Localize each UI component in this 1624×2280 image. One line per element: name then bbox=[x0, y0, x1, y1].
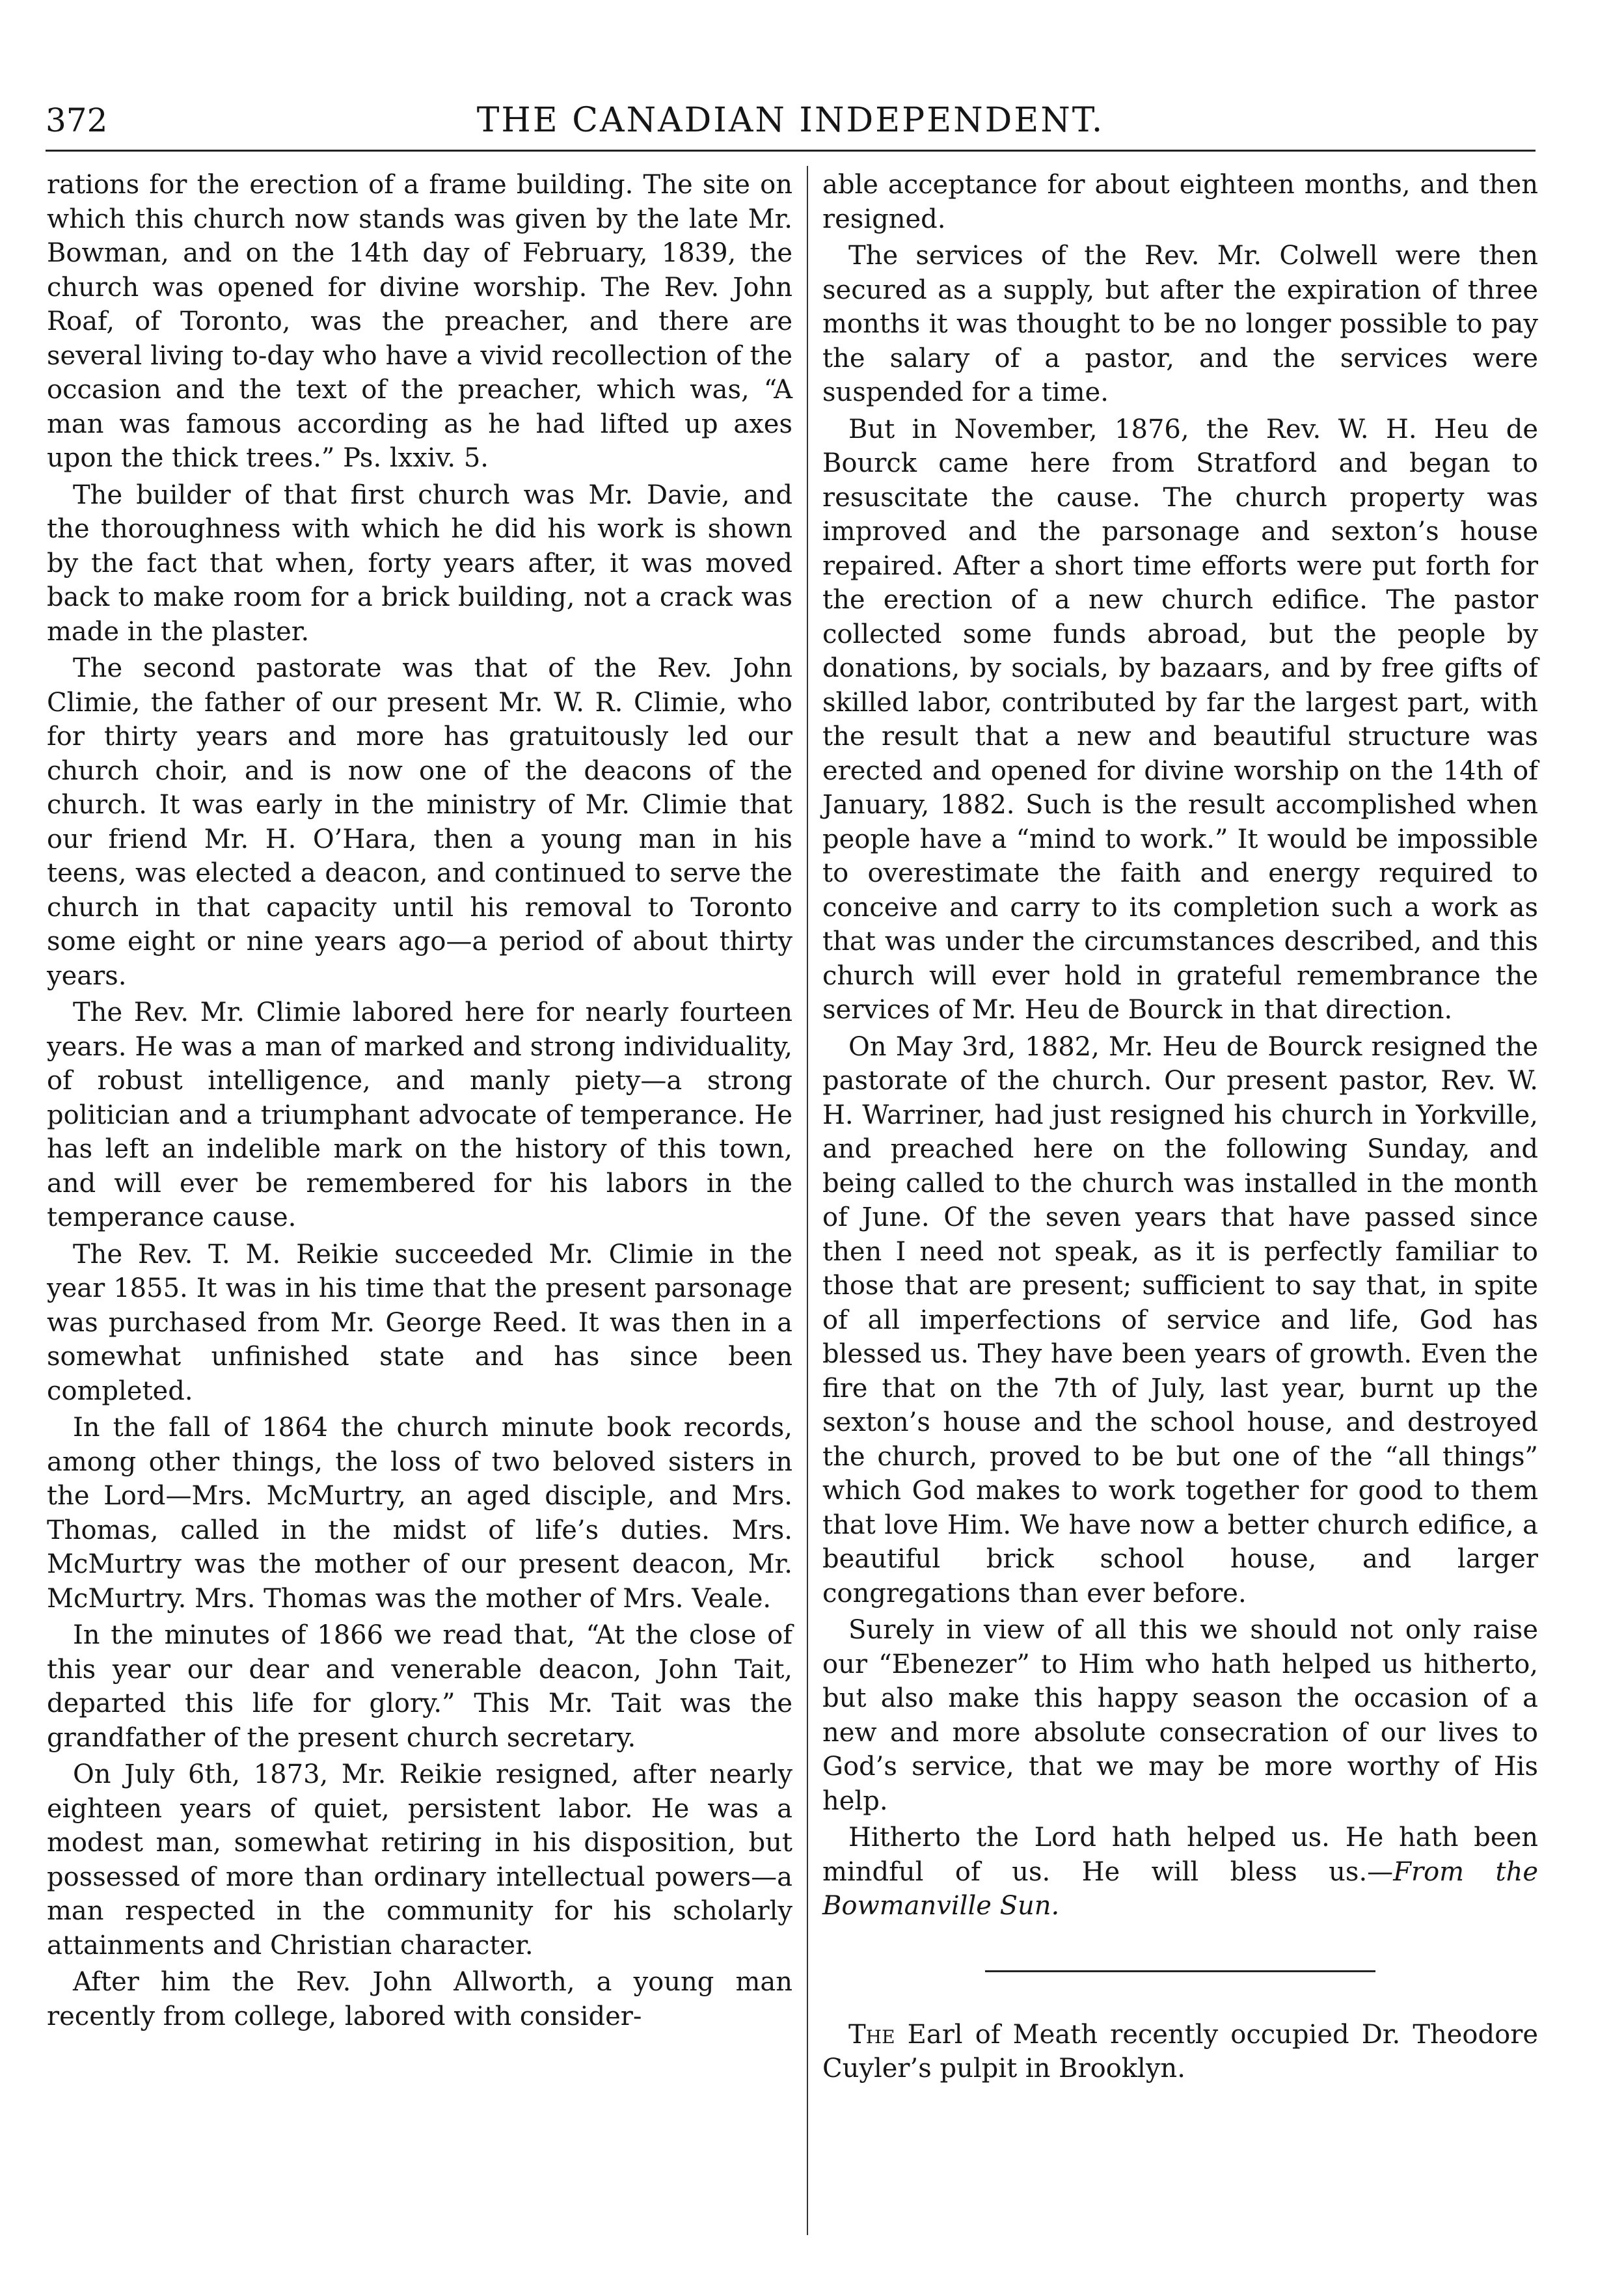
note-lead: The bbox=[848, 2019, 895, 2050]
right-column bbox=[822, 168, 1538, 2089]
page-number: 372 bbox=[46, 102, 108, 139]
paragraph: The builder of that first church was Mr. Davie, and the thoroughness with which he did his work is shown by the fact that when, forty years after, it was moved back to make room for a brick building, not a crack was made in the plaster. bbox=[47, 480, 792, 647]
source-credit: From the Bowmanville Sun. bbox=[822, 1856, 1539, 1921]
paragraph: In the minutes of 1866 we read that, “At the close of this year our dear and venerable deacon, John Tait, departed this life for glory.” This Mr. Tait was the grandfather of the present church secretary. bbox=[47, 1620, 792, 1753]
news-note bbox=[822, 2018, 1538, 2086]
paragraph: The second pastorate was that of the Rev. John Climie, the father of our present Mr. W. R. Climie, who for thirty years and more has gratuitously led our church choir, and is now one of the deacons of the church. It was early in the ministry of Mr. Climie that our friend Mr. H. O’Hara, then a young man in his teens, was elected a deacon, and continued to serve the church in that capacity until his removal to Toronto some eight or nine years ago—a period of about thirty years. bbox=[47, 653, 792, 991]
paragraph: On July 6th, 1873, Mr. Reikie resigned, after nearly eighteen years of quiet, persistent labor. He was a modest man, somewhat retiring in his disposition, but possessed of more than ordinary intellectual powers—a man respected in the community for his scholarly attainments and Christian character. bbox=[47, 1759, 792, 1961]
paragraph: In the fall of 1864 the church minute book records, among other things, the loss of two beloved sisters in the Lord—Mrs. McMurtry, an aged disciple, and Mrs. Thomas, called in the midst of life’s duties. Mrs. McMurtry was the mother of our present deacon, Mr. McMurtry. Mrs. Thomas was the mother of Mrs. Veale. bbox=[47, 1413, 792, 1614]
paragraph: Surely in view of all this we should not only raise our “Ebenezer” to Him who hath helped us hitherto, but also make this happy season the occasion of a new and more absolute consecration of our lives to God’s service, that we may be more worthy of His help. bbox=[822, 1615, 1538, 1816]
note-text: Earl of Meath recently occupied Dr. Theodore Cuyler’s pulpit in Brooklyn. bbox=[822, 2019, 1538, 2083]
paragraph: The Rev. Mr. Climie labored here for nearly fourteen years. He was a man of marked and strong individuality, of robust intelligence, and manly piety—a strong politician and a triumphant advocate of temperance. He has left an indelible mark on the history of this town, and will ever be remembered for his labors in the temperance cause. bbox=[47, 998, 792, 1232]
running-head: THE CANADIAN INDEPENDENT. bbox=[476, 101, 1105, 140]
header-rule bbox=[46, 150, 1536, 152]
paragraph: After him the Rev. John Allworth, a young man recently from college, labored with consider- bbox=[47, 1967, 792, 2031]
paragraph: able acceptance for about eighteen months, and then resigned. bbox=[822, 170, 1538, 234]
paragraph: rations for the erection of a frame building. The site on which this church now stands was given by the late Mr. Bowman, and on the 14th day of February, 1839, the church was opened for divine worship. The Rev. John Roaf, of Toronto, was the preacher, and there are several living to-day who have a vivid recollection of the occasion and the text of the preacher, which was, “A man was famous according as he had lifted up axes upon the thick trees.” Ps. lxxiv. 5. bbox=[47, 170, 792, 473]
left-column bbox=[47, 168, 792, 2036]
paragraph: But in November, 1876, the Rev. W. H. Heu de Bourck came here from Stratford and began to resuscitate the cause. The church property was improved and the parsonage and sexton’s house repaired. After a short time efforts were put forth for the erection of a new church edifice. The pastor collected some funds abroad, but the people by donations, by socials, by bazaars, and by free gifts of skilled labor, contributed by far the largest part, with the result that a new and beautiful structure was erected and opened for divine worship on the 14th of January, 1882. Such is the result accomplished when people have a “mind to work.” It would be impossible to overestimate the faith and energy required to conceive and carry to its completion such a work as that was under the circumstances described, and this church will ever hold in grateful remembrance the services of Mr. Heu de Bourck in that direction. bbox=[822, 414, 1538, 1025]
column-divider bbox=[807, 166, 808, 2235]
paragraph: The services of the Rev. Mr. Colwell were then secured as a supply, but after the expiration of three months it was thought to be no longer possible to pay the salary of a pastor, and the services were suspended for a time. bbox=[822, 241, 1538, 407]
closing-text: Hitherto the Lord hath helped us. He hath been mindful of us. He will bless us.— bbox=[822, 1823, 1538, 1887]
paragraph: The Rev. T. M. Reikie succeeded Mr. Climie in the year 1855. It was in his time that the present parsonage was purchased from Mr. George Reed. It was then in a somewhat unfinished state and has since been completed. bbox=[47, 1239, 792, 1406]
page-header bbox=[46, 98, 1536, 150]
section-rule bbox=[985, 1970, 1375, 1972]
paragraph: On May 3rd, 1882, Mr. Heu de Bourck resigned the pastorate of the church. Our present pastor, Rev. W. H. Warriner, had just resigned his church in Yorkville, and preached here on the following Sunday, and being called to the church was installed in the month of June. Of the seven years that have passed since then I need not speak, as it is perfectly familiar to those that are present; sufficient to say that, in spite of all imperfections of service and life, God has blessed us. They have been years of growth. Even the fire that on the 7th of July, last year, burnt up the sexton’s house and the school house, and destroyed the church, proved to be but one of the “all things” which God makes to work together for good to them that love Him. We have now a better church edifice, a beautiful brick school house, and larger congregations than ever before. bbox=[822, 1031, 1538, 1608]
closing-paragraph bbox=[822, 1821, 1538, 1923]
